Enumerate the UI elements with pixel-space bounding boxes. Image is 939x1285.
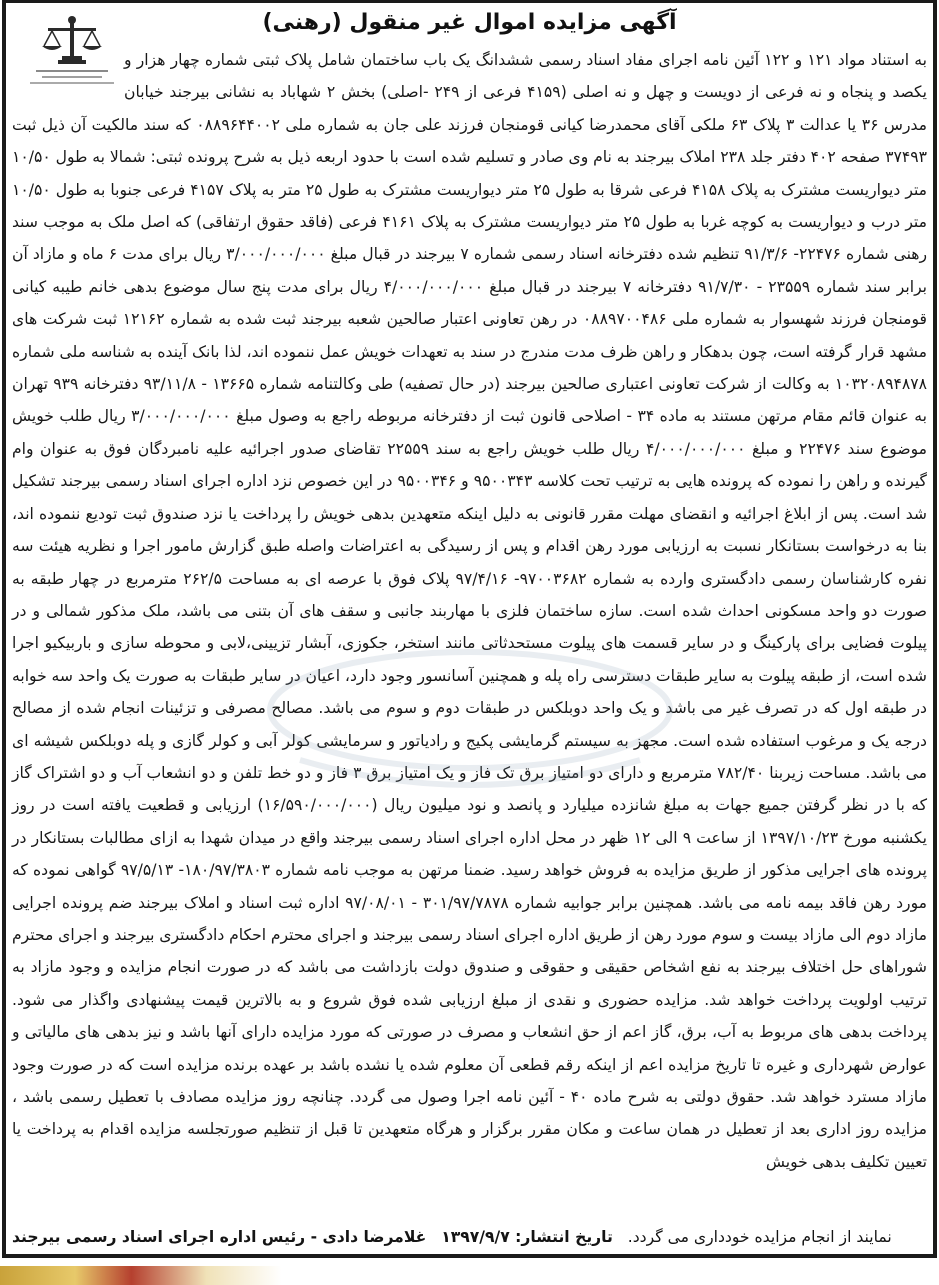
logo-spacer xyxy=(12,44,124,96)
notice-body-text: به استناد مواد ۱۲۱ و ۱۲۲ آئین نامه اجرای مفاد اسناد رسمی ششدانگ یک باب ساختمان شامل پلاک ثبتی شماره چهار هزار و یکصد و پنجاه و نه فرعی از دویست و چهل و نه اصلی (۴۱۵۹ فرعی از ۲۴۹ -اصلی) بخش ۲ شهاباد به نشانی بیرجند خیابان مدرس ۳۶ یا عدالت ۳ پلاک ۶۳ ملکی آقای محمدرضا کیانی قومنجان فرزند علی جان به شماره ملی ۰۸۸۹۶۴۴۰۰۲ که سند مالکیت آن ذیل ثبت ۳۷۴۹۳ صفحه ۴۰۲ دفتر جلد ۲۳۸ املاک بیرجند به نام وی صادر و تسلیم شده است با حدود اربعه ذیل به شرح پرونده ثبتی: شمالا به طول ۱۰/۵۰ متر دیواریست مشترک به پلاک ۴۱۵۸ فرعی شرقا به طول ۲۵ متر دیواریست مشترک به طول ۲۵ متر به پلاک ۴۱۵۷ فرعی جنوبا به طول ۱۰/۵۰ متر درب و دیواریست به کوچه غربا به طول ۲۵ متر دیواریست مشترک به پلاک ۴۱۶۱ فرعی (فاقد حقوق ارتفاقی) که اصل ملک به موجب سند رهنی شماره ۲۲۴۷۶- ۹۱/۳/۶ تنظیم شده دفترخانه اسناد رسمی شماره ۷ بیرجند در قبال مبلغ ۳/۰۰۰/۰۰۰/۰۰۰ ریال برای مدت ۶ ماه و مازاد آن برابر سند شماره ۲۳۵۵۹ - ۹۱/۷/۳۰ دفترخانه ۷ بیرجند در قبال مبلغ ۴/۰۰۰/۰۰۰/۰۰۰ ریال برای مدت پنج سال موضوع بدهی خانم طیبه کیانی قومنجان فرزند شهسوار به شماره ملی ۰۸۸۹۷۰۰۴۸۶ در رهن تعاونی اعتبار صالحین شعبه بیرجند ثبت شده به شماره ۱۲۱۶۲ ثبت شرکت های مشهد قرار گرفته است، چون بدهکار و راهن ظرف مدت مندرج در سند به تعهدات خویش عمل ننموده اند، لذا بانک آینده به شناسه ملی شماره ۱۰۳۲۰۸۹۴۸۷۸ به وکالت از شرکت تعاونی اعتباری صالحین بیرجند (در حال تصفیه) طی وکالتنامه شماره ۱۳۶۶۵ - ۹۳/۱۱/۸ دفترخانه ۹۳۹ تهران به عنوان قائم مقام مرتهن مستند به ماده ۳۴ - اصلاحی قانون ثبت از دفترخانه مربوطه راجع به وصول مبلغ ۳/۰۰۰/۰۰۰/۰۰۰ ریال طلب خویش موضوع سند ۲۲۴۷۶ و مبلغ ۴/۰۰۰/۰۰۰/۰۰۰ ریال طلب خویش راجع به سند ۲۲۵۵۹ تقاضای صدور اجرائیه علیه نامبردگان فوق به عنوان وام گیرنده و راهن را نموده که پرونده هایی به ترتیب تحت کلاسه ۹۵۰۰۳۴۳ و ۹۵۰۰۳۴۶ در این خصوص نزد اداره اجرای اسناد رسمی بیرجند تشکیل شد است. پس از ابلاغ اجرائیه و انقضای مهلت مقرر قانونی به دلیل اینکه متعهدین بدهی خویش را پرداخت یا نزد صندوق ثبت تودیع ننموده اند، بنا به درخواست بستانکار نسبت به ارزیابی مورد رهن اقدام و پس از رسیدگی به اعتراضات واصله طبق گزارش مامور اجرا و نظریه هیئت سه نفره کارشناسان رسمی دادگستری وارده به شماره ۹۷۰۰۳۶۸۲- ۹۷/۴/۱۶ پلاک فوق با عرصه ای به مساحت ۲۶۲/۵ مترمربع در چهار طبقه به صورت دو واحد مسکونی احداث شده است. سازه ساختمان فلزی با مهاربند جانبی و سقف های آن بتنی می باشد، ملک مذکور شمالی و در پیلوت فضایی برای پارکینگ و در سایر قسمت های پیلوت مستحدثاتی مانند استخر، جکوزی، آبشار تزیینی،لابی و محوطه سازی و باربیکیو اجرا شده است، از طبقه پیلوت به سایر طبقات دسترسی راه پله و همچنین آسانسور وجود دارد، اعیان در سایر طبقات به صورت یک واحد سه خوابه در طبقه اول که در تصرف غیر می باشد و یک واحد دوبلکس در طبقات دوم و سوم می باشد. مصالح مصرفی و تزئینات انجام شده از مصالح درجه یک و مرغوب استفاده شده است. مجهز به سیستم گرمایشی پکیج و رادیاتور و سرمایشی کولر آبی و کولر گازی و پله دوبلکس شیشه ای می باشد. مساحت زیربنا ۷۸۲/۴۰ مترمربع و دارای دو امتیاز برق تک فاز و یک امتیاز برق ۳ فاز و دو خط تلفن و دو انشعاب آب و دو اشتراک گاز که با در نظر گرفتن جمیع جهات به مبلغ شانزده میلیارد و پانصد و نود میلیون ریال (۱۶/۵۹۰/۰۰۰/۰۰۰) ارزیابی و قطعیت یافته است در روز یکشنبه مورخ ۱۳۹۷/۱۰/۲۳ از ساعت ۹ الی ۱۲ ظهر در محل اداره اجرای اسناد رسمی بیرجند واقع در میدان شهدا به ازای مطالبات بستانکار در پرونده های اجرایی مذکور از طریق مزایده به فروش خواهد رسید. ضمنا مرتهن به موجب نامه شماره ۱۸۰/۹۷/۳۸۰۳- ۹۷/۵/۱۳ گواهی نموده که مورد رهن فاقد بیمه نامه می باشد. همچنین برابر جوابیه شماره ۳۰۱/۹۷/۷۸۷۸ - ۹۷/۰۸/۰۱ اداره ثبت اسناد و املاک بیرجند ضم پرونده اجرایی مازاد دوم الی مازاد بیست و سوم مورد رهن از طریق اداره اجرای اسناد رسمی بیرجند و اجرای محترم احکام دادگستری بیرجند و اجرای محترم شوراهای حل اختلاف بیرجند به نفع اشخاص حقیقی و حقوقی و صندوق دولت بازداشت می باشد که در صورت انجام مزایده و وجود مازاد به ترتیب اولویت پرداخت خواهد شد. مزایده حضوری و نقدی از مبلغ ارزیابی شده فوق شروع و به بالاترین قیمت پیشنهادی واگذار می شود. پرداخت بدهی های مربوط به آب، برق، گاز اعم از حق انشعاب و مصرف در صورتی که مورد مزایده دارای آنها باشد و نیز بدهی های مالیاتی و عوارض شهرداری و غیره تا تاریخ مزایده اعم از اینکه رقم قطعی آن معلوم شده یا نشده باشد بر عهده برنده مزایده است که در صورت وجود مازاد مسترد خواهد شد. حقوق دولتی به شرح ماده ۴۰ - آئین نامه اجرا وصول می گردد. چنانچه روز مزایده مصادف با تعطیل رسمی باشد ، مزایده روز اداری بعد از تعطیل در همان ساعت و مکان مقرر برگزار و هرگاه متعهدین تا قبل از تنظیم صورتجلسه مزایده اقدام به پرداخت یا تعیین تکلیف بدهی خویش xyxy=(12,51,928,1171)
notice-body xyxy=(12,44,927,1178)
signature-line xyxy=(12,1222,923,1252)
closing-text: نمایند از انجام مزایده خودداری می گردد. xyxy=(627,1228,892,1246)
publish-date: تاریخ انتشار: ۱۳۹۷/۹/۷ xyxy=(441,1228,613,1246)
notice-title: آگهی مزایده اموال غیر منقول (رهنی) xyxy=(262,10,677,35)
signatory: غلامرضا دادی - رئیس اداره اجرای اسناد رسمی بیرجند xyxy=(12,1228,427,1246)
bottom-decorative-strip xyxy=(0,1266,939,1285)
